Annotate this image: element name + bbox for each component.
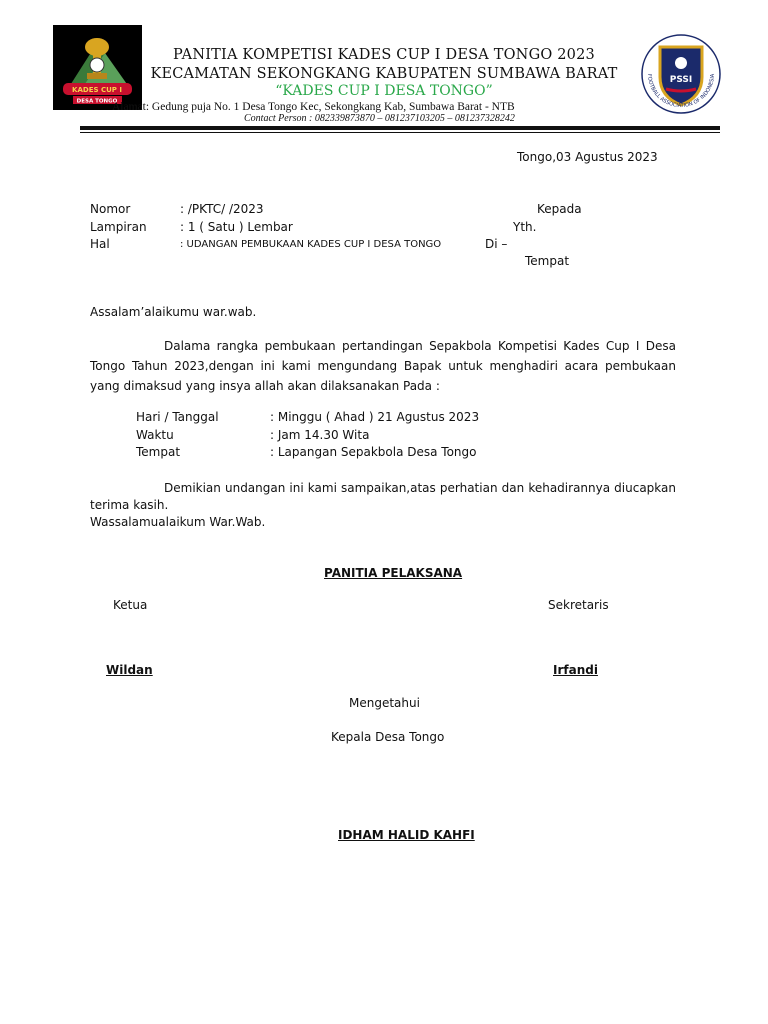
header-rule-thin xyxy=(80,132,720,133)
kades-cup-logo xyxy=(53,25,142,110)
detail-label-time: Waktu xyxy=(136,428,174,442)
detail-label-place: Tempat xyxy=(136,445,181,459)
lampiran-value: : 1 ( Satu ) Lembar xyxy=(180,220,293,234)
contact-person: Contact Person : 082339873870 – 081237103205 – 081237328242 xyxy=(244,113,515,124)
address: Alamat: Gedung puja No. 1 Desa Tongo Kec, Sekongkang Kab, Sumbawa Barat - NTB xyxy=(112,101,515,113)
nomor-value: : /PKTC/ /2023 xyxy=(180,202,264,216)
pssi-logo xyxy=(640,33,722,115)
greeting: Assalam’alaikumu war.wab. xyxy=(90,305,257,319)
village-head-title: Kepala Desa Tongo xyxy=(331,730,445,744)
recipient-yth: Yth. xyxy=(513,220,537,234)
farewell: Wassalamualaikum War.Wab. xyxy=(90,515,266,529)
signature-name-ketua: Wildan xyxy=(106,663,153,677)
committee-title: PANITIA PELAKSANA xyxy=(324,566,463,580)
closing-paragraph: Demikian undangan ini kami sampaikan,atas perhatian dan kehadirannya diucapkan terima kasih. xyxy=(90,481,676,512)
detail-value-date: : Minggu ( Ahad ) 21 Agustus 2023 xyxy=(270,410,480,424)
logo-text-bottom: DESA TONGO xyxy=(76,98,118,105)
village-head-name: IDHAM HALID KAHFI xyxy=(338,828,475,842)
signature-name-sekretaris: Irfandi xyxy=(553,663,598,677)
hal-label: Hal xyxy=(90,237,110,251)
org-line-2: KECAMATAN SEKONGKANG KABUPATEN SUMBAWA BARAT xyxy=(150,66,618,82)
event-name: “KADES CUP I DESA TONGO” xyxy=(275,83,493,99)
role-ketua: Ketua xyxy=(113,598,148,612)
acknowledged-label: Mengetahui xyxy=(349,696,420,710)
pssi-text: PSSI xyxy=(669,75,693,85)
detail-label-date: Hari / Tanggal xyxy=(136,410,219,424)
org-line-1: PANITIA KOMPETISI KADES CUP I DESA TONGO 2023 xyxy=(173,47,595,63)
recipient-kepada: Kepada xyxy=(537,202,582,216)
body-paragraph: Dalama rangka pembukaan pertandingan Sepakbola Kompetisi Kades Cup I Desa Tongo Tahun 2023,dengan ini kami mengundang Bapak untuk menghadiri acara pembukaan yang dimaksud yang insya allah akan dilaksanakan Pada : xyxy=(90,339,676,393)
date-place: Tongo,03 Agustus 2023 xyxy=(517,150,658,164)
header-rule-thick xyxy=(80,126,720,130)
recipient-di: Di – xyxy=(485,237,508,251)
nomor-label: Nomor xyxy=(90,202,131,216)
recipient-tempat: Tempat xyxy=(525,254,570,268)
lampiran-label: Lampiran xyxy=(90,220,147,234)
detail-value-place: : Lapangan Sepakbola Desa Tongo xyxy=(270,445,477,459)
detail-value-time: : Jam 14.30 Wita xyxy=(270,428,370,442)
role-sekretaris: Sekretaris xyxy=(548,598,609,612)
logo-text-top: KADES CUP I xyxy=(72,86,122,94)
hal-value: : UDANGAN PEMBUKAAN KADES CUP I DESA TONGO xyxy=(180,239,442,250)
pssi-ring-textpath: FOOTBALL ASSOCIATION OF INDONESIA xyxy=(645,73,717,110)
